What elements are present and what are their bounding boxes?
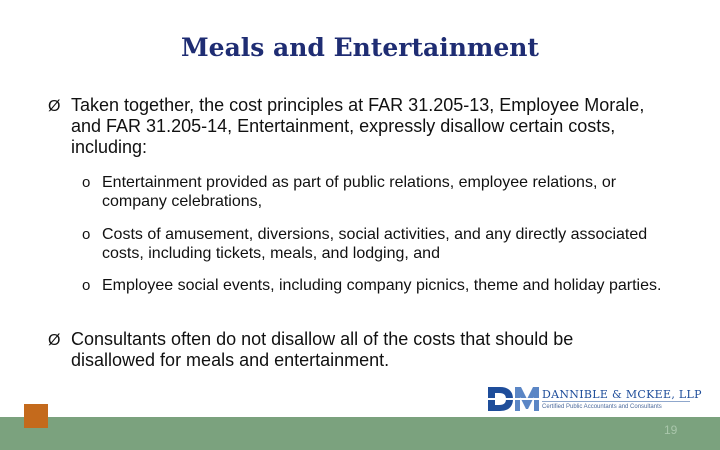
bullet-text: Consultants often do not disallow all of the costs that should be disallowed for meals and entertainment. — [71, 329, 574, 370]
circle-bullet-icon: o — [82, 277, 91, 294]
footer-bar — [0, 417, 720, 450]
slide-title: Meals and Entertainment — [181, 33, 539, 62]
arrow-bullet-icon: Ø — [48, 332, 61, 349]
sub-bullet-text: Costs of amusement, diversions, social activities, and any directly associated costs, including tickets, meals, and lodging, and — [102, 226, 648, 262]
dm-monogram-icon — [486, 385, 540, 413]
logo-company-name: DANNIBLE & MCKEE, LLP — [542, 388, 702, 401]
sub-bullet-item — [82, 276, 682, 295]
page-number: 19 — [664, 423, 678, 437]
circle-bullet-icon: o — [82, 174, 91, 191]
sub-bullet-text: Entertainment provided as part of public relations, employee relations, or company celebrations, — [102, 174, 617, 210]
sub-bullet-item — [82, 173, 682, 211]
sub-bullet-item — [82, 225, 682, 263]
accent-square — [24, 404, 48, 428]
bullet-text: Taken together, the cost principles at FAR 31.205-13, Employee Morale, and FAR 31.205-14, Entertainment, expressly disallow certain costs, including: — [71, 95, 645, 157]
arrow-bullet-icon: Ø — [48, 98, 61, 115]
logo-tagline: Certified Public Accountants and Consultants — [542, 404, 662, 410]
bullet-item — [48, 95, 648, 158]
circle-bullet-icon: o — [82, 226, 91, 243]
logo-divider — [542, 401, 690, 402]
company-logo — [486, 385, 702, 415]
bullet-item — [48, 329, 648, 371]
sub-bullet-text: Employee social events, including company picnics, theme and holiday parties. — [102, 277, 662, 294]
